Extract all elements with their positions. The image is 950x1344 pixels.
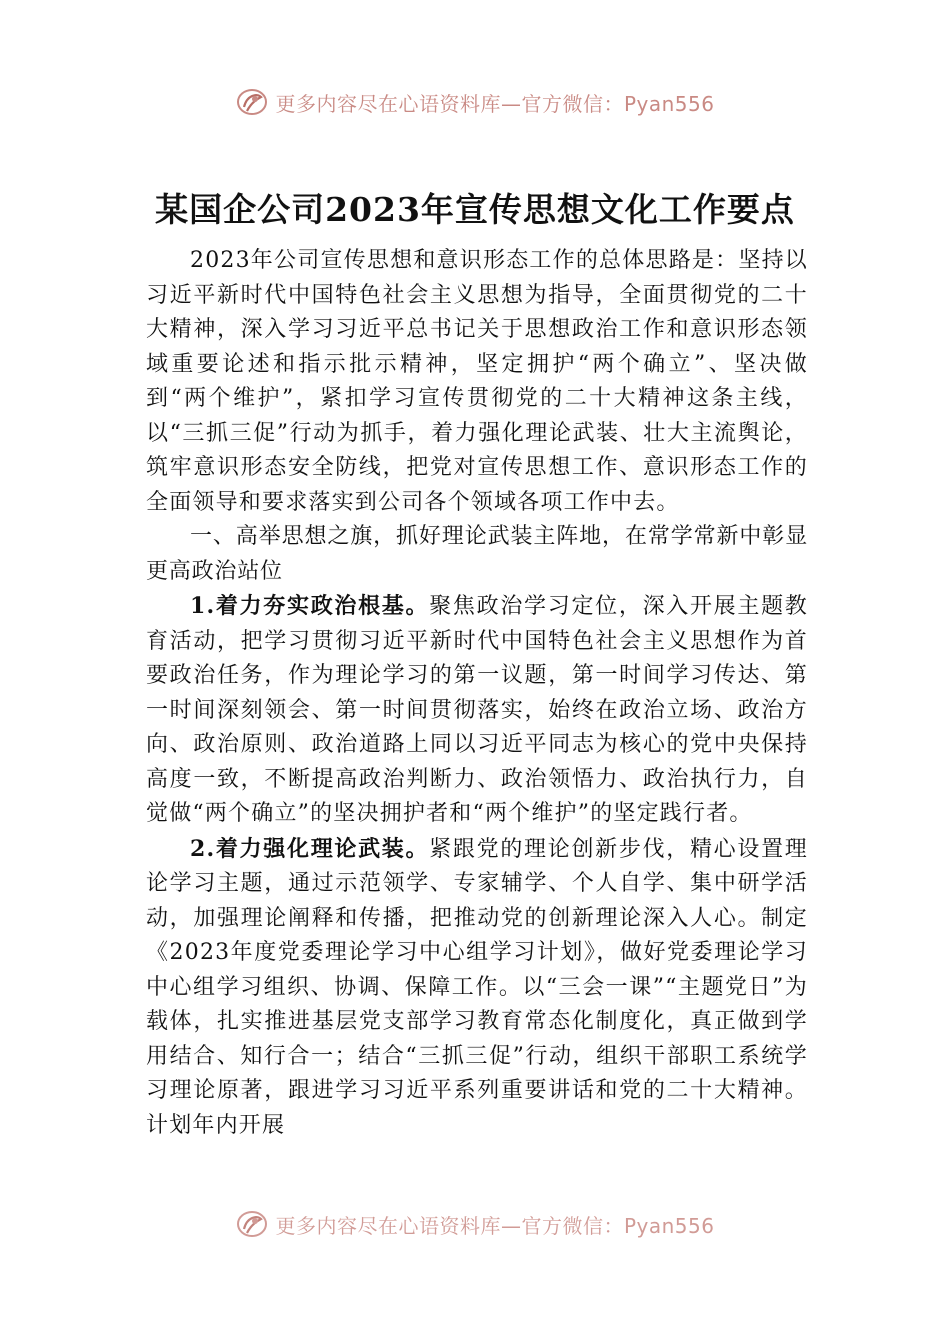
watermark-text: 更多内容尽在心语资料库—官方微信：Pyan556: [275, 91, 715, 116]
item-1-body: 聚焦政治学习定位，深入开展主题教育活动，把学习贯彻习近平新时代中国特色社会主义思想作为首要政治任务，作为理论学习的第一议题，第一时间学习传达、第一时间深刻领会、第一时间贯彻落实，始终在政治立场、政治方向、政治原则、政治道路上同以习近平同志为核心的党中央保持高度一致，不断提高政治判断力、政治领悟力、政治执行力，自觉做“两个确立”的坚决拥护者和“两个维护”的坚定践行者。: [146, 594, 808, 826]
item-1-lead: 1.着力夯实政治根基。: [190, 593, 430, 619]
item-paragraph-1: [146, 589, 808, 832]
item-2-lead: 2.着力强化理论武装。: [190, 835, 430, 862]
watermark-logo-icon: [235, 85, 269, 119]
document-title: 某国企公司2023年宣传思想文化工作要点: [155, 190, 795, 229]
item-2-body: 紧跟党的理论创新步伐，精心设置理论学习主题，通过示范领学、专家辅学、个人自学、集中研学活动，加强理论阐释和传播，把推动党的创新理论深入人心。制定《2023年度党委理论学习中心组学习计划》，做好党委理论学习中心组学习组织、协调、保障工作。以“三会一课”“主题党日”为载体，扎实推进基层党支部学习教育常态化制度化，真正做到学用结合、知行合一；结合“三抓三促”行动，组织干部职工系统学习理论原著，跟进学习习近平系列重要讲话和党的二十大精神。计划年内开展: [146, 836, 808, 1138]
watermark-logo-icon: [235, 1207, 269, 1241]
watermark-text: 更多内容尽在心语资料库—官方微信：Pyan556: [275, 1213, 715, 1238]
intro-paragraph: 2023年公司宣传思想和意识形态工作的总体思路是：坚持以习近平新时代中国特色社会主义思想为指导，全面贯彻党的二十大精神，深入学习习近平总书记关于思想政治工作和意识形态领域重要论述和指示批示精神，坚定拥护“两个确立”、坚决做到“两个维护”，紧扣学习宣传贯彻党的二十大精神这条主线，以“三抓三促”行动为抓手，着力强化理论武装、壮大主流舆论，筑牢意识形态安全防线，把党对宣传思想工作、意识形态工作的全面领导和要求落实到公司各个领域各项工作中去。: [146, 248, 808, 515]
section-heading-1: 一、高举思想之旗，抓好理论武装主阵地，在常学常新中彰显更高政治站位: [146, 524, 808, 584]
document-body: [146, 244, 808, 1224]
watermark-header: [0, 84, 950, 120]
watermark-footer: [0, 1206, 950, 1242]
item-paragraph-2: [146, 832, 808, 1144]
